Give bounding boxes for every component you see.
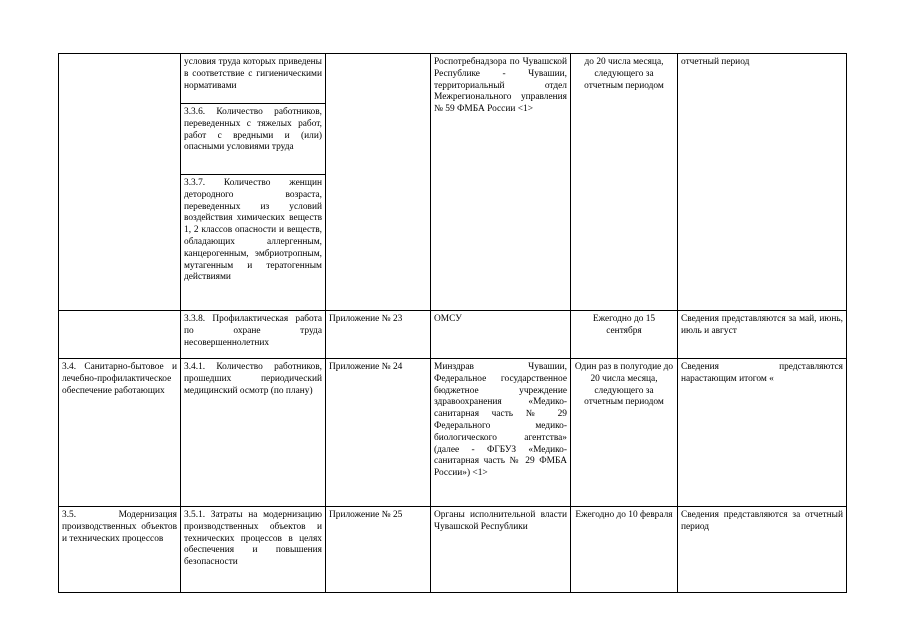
- responsible-cell: Минздрав Чувашии, Федеральное государственное бюджетное учреждение здравоохранения «Медико-санитарная часть № 29 Федерального медико-биологического агентства» (далее - ФГБУЗ «Медико-санитарная часть № 29 ФМБА России») <1>: [431, 359, 571, 507]
- indicator-cell: 3.5.1. Затраты на модернизацию производственных объектов и технических процессов в целях обеспечения и повышения безопасности: [181, 507, 326, 593]
- deadline-cell: до 20 числа месяца, следующего за отчетным периодом: [571, 54, 678, 311]
- indicator-cell: условия труда которых приведены в соответствие с гигиеническими нормативами: [181, 54, 326, 104]
- reporting-table: [58, 53, 847, 593]
- form-cell: Приложение № 25: [326, 507, 431, 593]
- responsible-cell: Органы исполнительной власти Чувашской Республики: [431, 507, 571, 593]
- table-row: [59, 54, 847, 104]
- indicator-cell: 3.3.8. Профилактическая работа по охране труда несовершеннолетних: [181, 311, 326, 359]
- form-cell: Приложение № 24: [326, 359, 431, 507]
- table-row: [59, 311, 847, 359]
- indicator-cell: 3.3.7. Количество женщин детородного возраста, переведенных из условий воздействия химических веществ 1, 2 классов опасности и веществ, обладающих аллергенным, канцерогенным, эмбриотропным, мутагенным и тератогенным действиями: [181, 175, 326, 311]
- section-cell: 3.4. Санитарно-бытовое и лечебно-профилактическое обеспечение работающих: [59, 359, 181, 507]
- form-cell: [326, 54, 431, 311]
- note-cell: Сведения представляются за май, июнь, июль и август: [678, 311, 847, 359]
- indicator-cell: 3.4.1. Количество работников, прошедших периодический медицинский осмотр (по плану): [181, 359, 326, 507]
- section-cell: [59, 54, 181, 311]
- deadline-cell: Ежегодно до 15 сентября: [571, 311, 678, 359]
- section-cell: [59, 311, 181, 359]
- section-cell: 3.5. Модернизация производственных объектов и технических процессов: [59, 507, 181, 593]
- form-cell: Приложение № 23: [326, 311, 431, 359]
- indicator-cell: 3.3.6. Количество работников, переведенных с тяжелых работ, работ с вредными и (или) опасными условиями труда: [181, 104, 326, 175]
- table-row: [59, 359, 847, 507]
- note-cell: Сведения представляются за отчетный период: [678, 507, 847, 593]
- responsible-cell: ОМСУ: [431, 311, 571, 359]
- deadline-cell: Один раз в полугодие до 20 числа месяца, следующего за отчетным периодом: [571, 359, 678, 507]
- note-cell: отчетный период: [678, 54, 847, 311]
- note-cell: Сведения представляются нарастающим итогом «: [678, 359, 847, 507]
- deadline-cell: Ежегодно до 10 февраля: [571, 507, 678, 593]
- responsible-cell: Роспотребнадзора по Чувашской Республике - Чувашии, территориальный отдел Межрегионального управления № 59 ФМБА России <1>: [431, 54, 571, 311]
- table-row: [59, 507, 847, 593]
